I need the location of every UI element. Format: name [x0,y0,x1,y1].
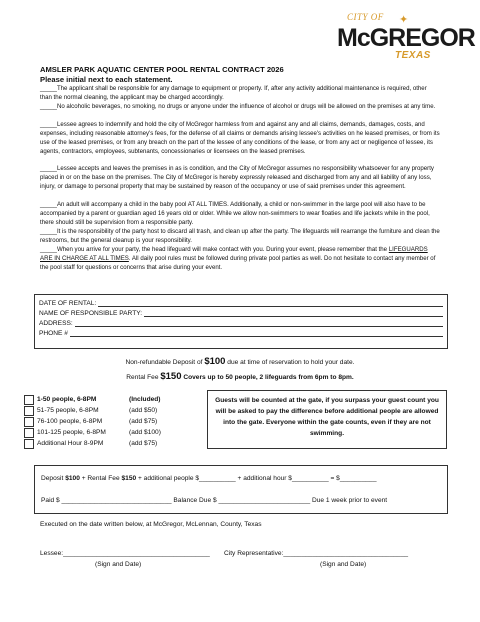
logo-city-of: CITY OF [347,12,384,22]
option-label: 76-100 people, 6-8PM [37,418,103,425]
city-rep-label: City Representative: [224,550,284,557]
option-1-50 [24,394,204,405]
statement-alcohol: _____No alcoholic beverages, no smoking, no drugs or anyone under the influence of alcohol or drugs will be allowed on the premises at any time. [40,103,436,110]
statement-damage: _____The applicant shall be responsible for any damage to equipment or property. If, after any activity additional maintenance is required, other than the normal cleaning, the applicant may be charged accordingly. [40,85,427,101]
option-76-100 [24,416,204,427]
responsible-party-label: NAME OF RESPONSIBLE PARTY: [39,310,143,317]
mcgregor-logo [337,12,475,64]
statement-lifeguards-end: . All daily pool rules must be followed during private pool parties as well. Do not hesitate to contact any member of the pool staff for questions or concerns that arise during your event. [40,254,436,271]
date-of-rental-field[interactable] [98,299,443,307]
responsible-party-field[interactable] [144,309,443,317]
address-label: ADDRESS: [39,320,73,327]
checkbox-1-50[interactable] [24,395,34,405]
lessee-row [40,550,210,557]
checkbox-51-75[interactable] [24,406,34,416]
statement-lifeguards-start: _____When you arrive for your party, the head lifeguard will make contact with you. During your event, please remember that the [40,246,389,253]
option-price: (add $50) [129,407,158,414]
checkbox-additional-hour[interactable] [24,439,34,449]
rental-fee-line [0,371,480,382]
lessee-signature-field[interactable]: ________________________________________ [63,550,210,557]
statement-supervision: _____An adult will accompany a child in the baby pool AT ALL TIMES. Additionally, a child or non-swimmer in the large pool will also have to be accompanied by a parent or guardian aged 16 years old or older. While we allow non-swimmers to wear floaties and life jackets while in the pool, there should still be supervision from a responsible party. [40,201,430,226]
option-label: 101-125 people, 6-8PM [37,429,106,436]
calc-deposit-amount: $100 [65,475,80,482]
deposit-text-before: Non-refundable Deposit of [125,359,205,366]
lessee-sign-date-label: (Sign and Date) [95,561,142,568]
lessee-label: Lessee: [40,550,64,557]
address-field[interactable] [75,319,443,327]
address-row [39,319,443,329]
calc-rental-amount: $150 [121,475,137,482]
guest-count-notice: Guests will be counted at the gate, if you surpass your guest count you will be asked to pay the difference before additional people are allowed into the gate. Everyone within the gate counts, even if they are not swimming. [207,390,447,449]
deposit-text-after: due at time of reservation to hold your date. [225,359,355,366]
rental-fee-note: Covers up to 50 people, 2 lifeguards from 6pm to 8pm. [181,374,354,381]
option-label: 1-50 people, 6-8PM [37,396,97,403]
statement-lifeguards [40,246,440,273]
statement-cleanup: _____It is the responsibility of the party host to discard all trash, and clean up after the party. The lifeguards will rearrange the furniture and clean the restrooms, but the general cleanup is your responsibility. [40,228,440,244]
option-101-125 [24,427,204,438]
deposit-line [0,356,480,367]
checkbox-76-100[interactable] [24,417,34,427]
logo-texas: TEXAS [395,50,431,61]
paid-row: Paid $ ______________________________ Balance Due $ _________________________ Due 1 week prior to event [41,497,388,504]
executed-statement: Executed on the date written below, at McGregor, McLennan, County, Texas [40,521,262,528]
date-of-rental-row [39,299,443,309]
checkbox-101-125[interactable] [24,428,34,438]
phone-field[interactable] [70,329,443,337]
option-label: 51-75 people, 6-8PM [37,407,99,414]
options-list [24,394,204,449]
calc-rental-label: + Rental Fee [79,475,122,482]
responsible-party-row [39,309,443,319]
option-price: (add $75) [129,440,158,447]
calc-rest: + additional people $__________ + additional hour $__________ = $__________ [136,475,377,482]
logo-name: McGREGOR [337,24,475,52]
option-51-75 [24,405,204,416]
payment-calc-box [34,465,448,514]
date-of-rental-label: DATE OF RENTAL: [39,300,97,307]
deposit-amount: $100 [204,356,226,367]
option-price: (add $75) [129,418,158,425]
star-icon: ✦ [399,14,409,26]
contract-title: AMSLER PARK AQUATIC CENTER POOL RENTAL CONTRACT 2026 [40,65,284,74]
statement-indemnify: _____Lessee agrees to indemnify and hold the city of McGregor harmless from and against any and all claims, demands, damages, costs, and expenses, including reasonable attorney's fees, for the defense of all claims or demands arising lessee's activities on he leased premises, or from its use of the leased premises, or from any breach on the part of the lessee of any conditions of the lease, or from any act or negligence of lessee, its agents, contractors, employees, subtenants, concessionaries or licensees on the leased premises. [40,121,440,155]
total-calc-row [41,475,377,482]
statement-liability: _____Lessee accepts and leaves the premises in as is condition, and the City of McGregor assumes no responsibility whatsoever for any property placed in or on the base on the premises. The City of McGregor is hereby expressly released and discharged from any and all liability of any loss, injury, or damage to personal property that may be sustained by reason of the occupancy or use of said premises under this agreement. [40,165,434,190]
option-label: Additional Hour 8-9PM [37,440,104,447]
option-additional-hour [24,438,204,449]
city-rep-row [224,550,408,557]
phone-row [39,329,443,339]
city-rep-signature-field[interactable]: __________________________________ [283,550,409,557]
lifeguards-in-charge: LIFEGUARDS ARE IN CHARGE AT ALL TIMES [40,246,428,262]
phone-label: PHONE # [39,330,68,337]
option-price: (add $100) [129,429,161,436]
rental-fee-label: Rental Fee [126,374,161,381]
rental-info-box [34,294,448,349]
instructions: Please initial next to each statement. [40,75,173,84]
calc-deposit-label: Deposit [41,475,66,482]
option-price: (Included) [129,396,161,403]
city-rep-sign-date-label: (Sign and Date) [320,561,367,568]
rental-fee-amount: $150 [160,371,182,382]
